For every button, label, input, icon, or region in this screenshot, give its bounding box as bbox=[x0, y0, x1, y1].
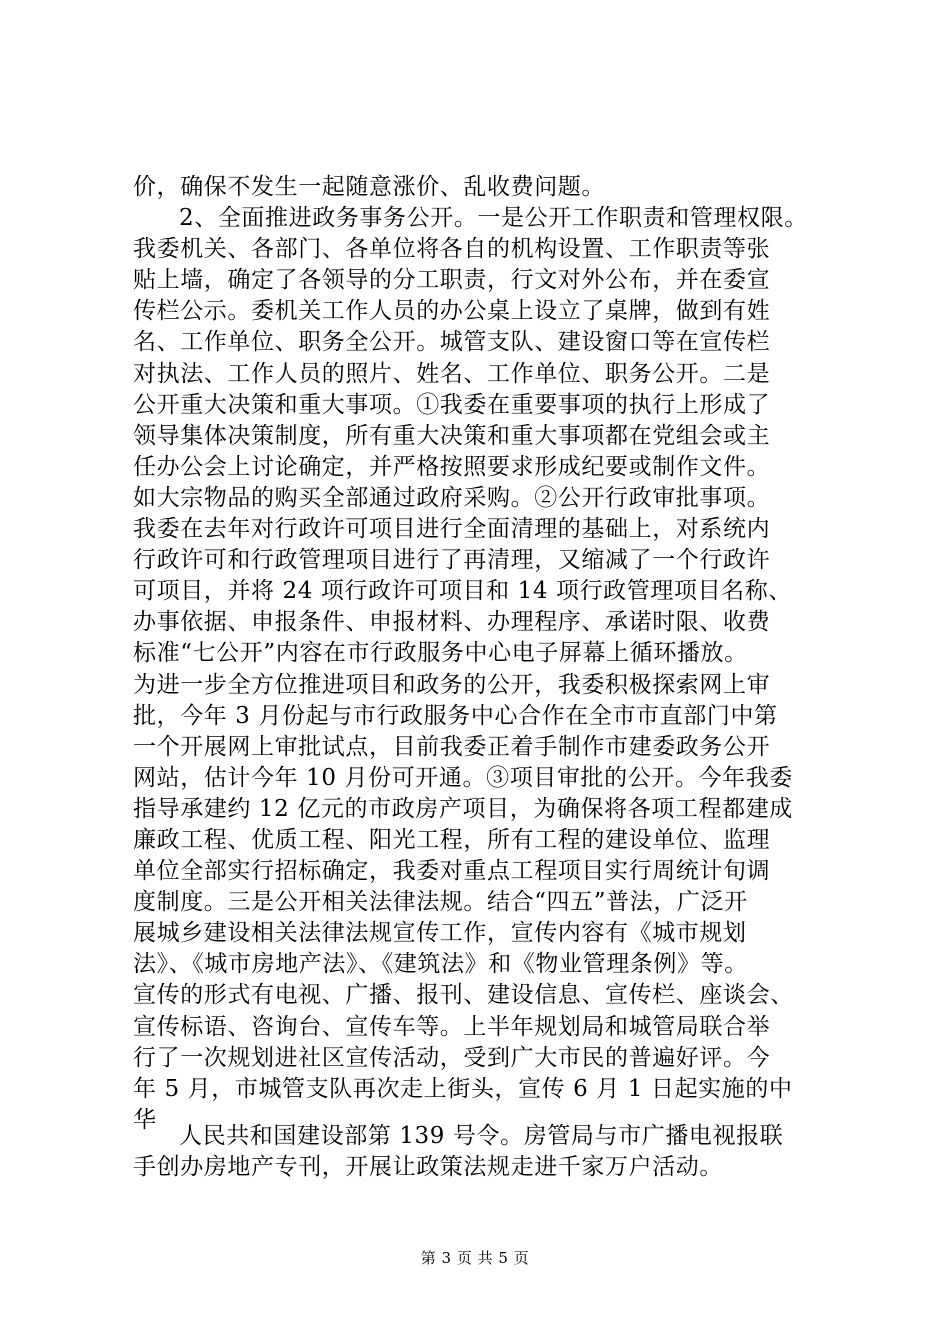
text-line: 度制度。三是公开相关法律法规。结合“四五”普法，广泛开 bbox=[133, 889, 748, 916]
text-line: 对执法、工作人员的照片、姓名、工作单位、职务公开。二是 bbox=[133, 360, 771, 387]
text-line: 人民共和国建设部第 139 号令。房管局与市广播电视报联 bbox=[179, 1123, 784, 1149]
text-line: 领导集体决策制度，所有重大决策和重大事项都在党组会或主 bbox=[133, 422, 771, 449]
text-line: 网站，估计今年 10 月份可开通。③项目审批的公开。今年我委 bbox=[133, 764, 793, 791]
body-text-continuation bbox=[133, 1121, 833, 1183]
text-line: 行了一次规划进社区宣传活动，受到广大市民的普遍好评。今 bbox=[133, 1044, 771, 1071]
text-line: 如大宗物品的购买全部通过政府采购。②公开行政审批事项。 bbox=[133, 484, 771, 511]
text-line: 华 bbox=[133, 1106, 157, 1133]
text-line: 2、全面推进政务事务公开。一是公开工作职责和管理权限。 bbox=[179, 205, 808, 232]
text-line: 年 5 月，市城管支队再次走上街头，宣传 6 月 1 日起实施的中 bbox=[133, 1075, 793, 1102]
text-line: 任办公会上讨论确定，并严格按照要求形成纪要或制作文件。 bbox=[133, 453, 771, 480]
body-text-main bbox=[133, 172, 833, 1136]
text-line: 宣传标语、咨询台、宣传车等。上半年规划局和城管局联合举 bbox=[133, 1013, 771, 1040]
text-line: 可项目，并将 24 项行政许可项目和 14 项行政管理项目名称、 bbox=[133, 578, 792, 605]
text-line: 标准“七公开”内容在市行政服务中心电子屏幕上循环播放。 bbox=[133, 640, 748, 667]
text-line: 单位全部实行招标确定，我委对重点工程项目实行周统计旬调 bbox=[133, 858, 771, 885]
text-line: 我委在去年对行政许可项目进行全面清理的基础上，对系统内 bbox=[133, 516, 771, 543]
text-line: 传栏公示。委机关工作人员的办公桌上设立了桌牌，做到有姓 bbox=[133, 298, 771, 325]
text-line: 行政许可和行政管理项目进行了再清理，又缩减了一个行政许 bbox=[133, 547, 771, 574]
page-number-footer: 第 3 页 共 5 页 bbox=[420, 1249, 530, 1267]
text-line: 一个开展网上审批试点，目前我委正着手制作市建委政务公开 bbox=[133, 733, 771, 760]
text-line: 指导承建约 12 亿元的市政房产项目，为确保将各项工程都建成 bbox=[133, 795, 793, 822]
text-line: 公开重大决策和重大事项。①我委在重要事项的执行上形成了 bbox=[133, 391, 771, 418]
text-line: 廉政工程、优质工程、阳光工程，所有工程的建设单位、监理 bbox=[133, 826, 771, 853]
text-line: 批，今年 3 月份起与市行政服务中心合作在全市市直部门中第 bbox=[133, 702, 778, 729]
text-line: 我委机关、各部门、各单位将各自的机构设置、工作职责等张 bbox=[133, 236, 771, 263]
text-line: 办事依据、申报条件、申报材料、办理程序、承诺时限、收费 bbox=[133, 609, 771, 636]
text-line: 手创办房地产专刊，开展让政策法规走进千家万户活动。 bbox=[133, 1154, 723, 1181]
text-line: 法》、《城市房地产法》、《建筑法》和《物业管理条例》等。 bbox=[133, 951, 748, 978]
text-line: 名、工作单位、职务全公开。城管支队、建设窗口等在宣传栏 bbox=[133, 329, 771, 356]
text-line: 为进一步全方位推进项目和政务的公开，我委积极探索网上审 bbox=[133, 671, 771, 698]
text-line: 宣传的形式有电视、广播、报刊、建设信息、宣传栏、座谈会、 bbox=[133, 982, 794, 1009]
text-line: 贴上墙，确定了各领导的分工职责，行文对外公布，并在委宣 bbox=[133, 267, 771, 294]
text-line: 价，确保不发生一起随意涨价、乱收费问题。 bbox=[133, 174, 605, 200]
text-line: 展城乡建设相关法律法规宣传工作，宣传内容有《城市规划 bbox=[133, 920, 747, 947]
